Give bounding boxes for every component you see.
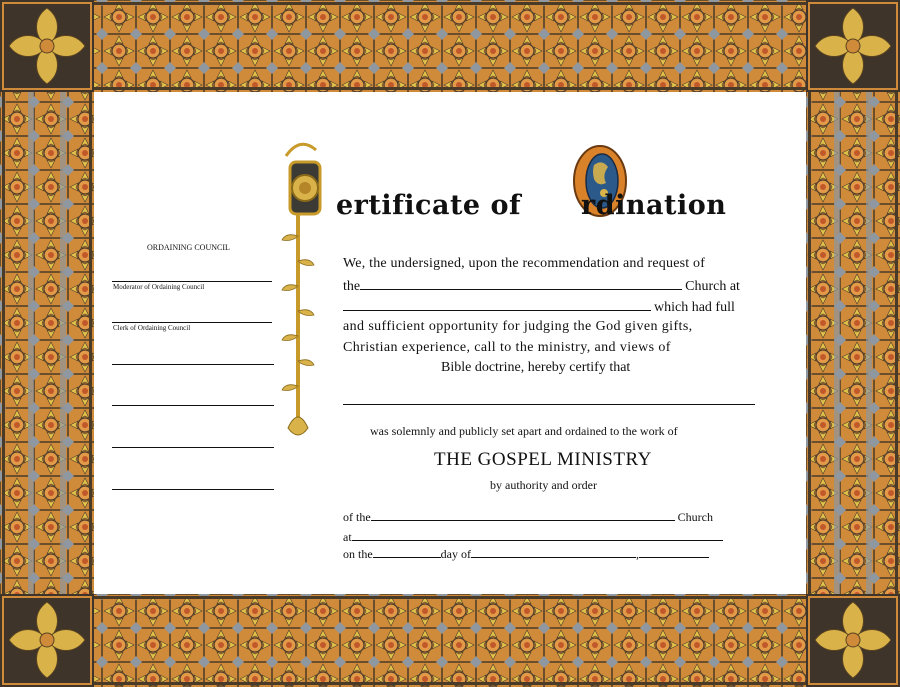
date-line — [343, 545, 709, 562]
at-line — [343, 528, 723, 545]
ministry-heading: THE GOSPEL MINISTRY — [434, 449, 652, 470]
council-signature-line[interactable] — [112, 405, 274, 406]
moderator-label: Moderator of Ordaining Council — [113, 283, 205, 291]
at-label: at — [343, 530, 352, 544]
body-line-2-suffix: Church at — [685, 279, 740, 294]
body-line-2-prefix: the — [343, 279, 361, 294]
authority-line: by authority and order — [490, 478, 597, 492]
corner-rosette-icon — [0, 594, 94, 687]
on-the-label: on the — [343, 547, 373, 561]
bottom-ornamental-border — [0, 594, 900, 687]
church-label: Church — [677, 510, 713, 524]
title-initial-o — [531, 190, 581, 221]
body-line-7: was solemnly and publicly set apart and ordained to the work of — [370, 424, 678, 438]
title-part-2: rdination — [581, 190, 727, 221]
day-of-label: day of — [440, 547, 471, 561]
body-line-1: We, the undersigned, upon the recommendation and request of — [343, 256, 706, 271]
body-line-3-suffix: which had full — [654, 300, 735, 315]
body-line-2 — [343, 277, 740, 295]
authorizing-church-field[interactable] — [371, 508, 675, 521]
church-location-field[interactable] — [343, 298, 651, 311]
council-signature-line[interactable] — [112, 364, 274, 365]
year-field[interactable] — [639, 545, 709, 558]
authorizing-church-location-field[interactable] — [352, 528, 723, 541]
clerk-signature-line[interactable] — [112, 322, 272, 323]
of-the-church-line — [343, 508, 713, 525]
day-field[interactable] — [373, 545, 441, 558]
of-the-label: of the — [343, 510, 371, 524]
title-initial-c — [300, 200, 303, 205]
ordinand-name-field[interactable] — [343, 404, 755, 405]
left-ornamental-border — [0, 0, 94, 687]
top-ornamental-border — [0, 0, 900, 92]
council-signature-line[interactable] — [112, 447, 274, 448]
council-signature-line[interactable] — [112, 489, 274, 490]
illuminated-initial-c-icon — [276, 136, 324, 446]
body-line-4: and sufficient opportunity for judging the God given gifts, — [343, 319, 693, 334]
month-field[interactable] — [471, 545, 636, 558]
council-heading: ORDAINING COUNCIL — [147, 243, 230, 252]
corner-rosette-icon — [0, 0, 94, 92]
comma: , — [636, 547, 639, 561]
clerk-label: Clerk of Ordaining Council — [113, 324, 191, 332]
body-line-3 — [343, 298, 735, 316]
certificate-title — [336, 190, 726, 221]
title-part-1: ertificate of — [336, 190, 532, 221]
body-line-5: Christian experience, call to the ministry, and views of — [343, 340, 671, 355]
moderator-signature-line[interactable] — [112, 281, 272, 282]
corner-rosette-icon — [806, 0, 900, 92]
right-ornamental-border — [806, 0, 900, 687]
body-line-6: Bible doctrine, hereby certify that — [441, 360, 631, 375]
corner-rosette-icon — [806, 594, 900, 687]
sponsoring-church-field[interactable] — [360, 277, 682, 290]
